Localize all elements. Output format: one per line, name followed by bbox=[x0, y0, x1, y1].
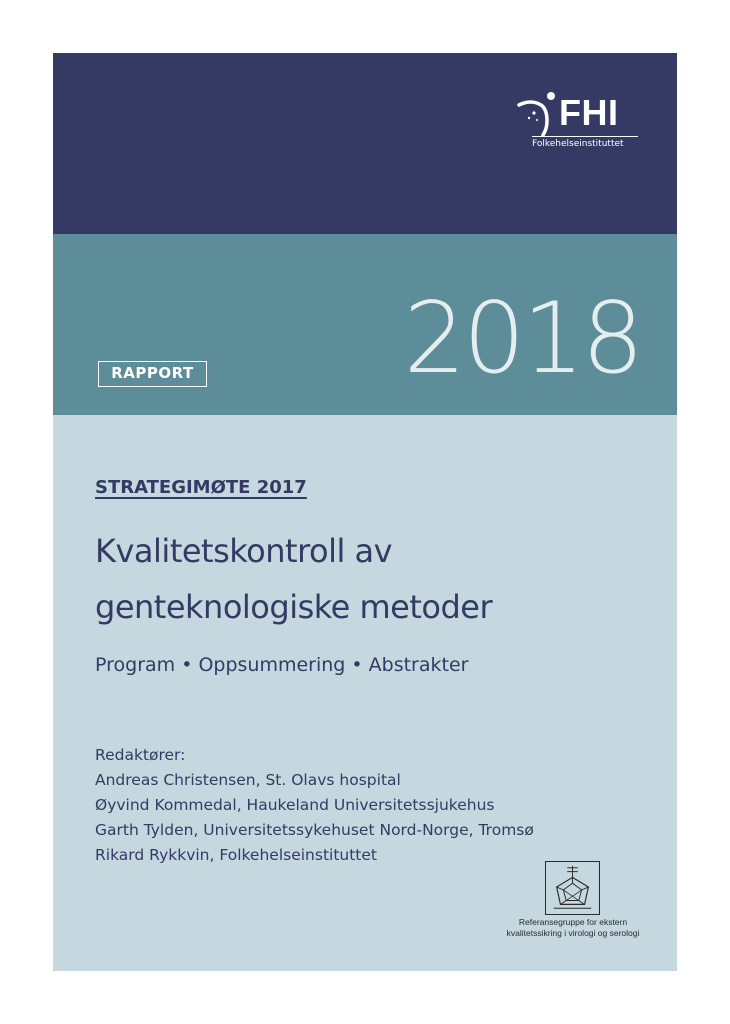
report-type-badge: RAPPORT bbox=[98, 361, 207, 387]
title-line: genteknologiske metoder bbox=[95, 588, 493, 626]
editors-list bbox=[95, 743, 534, 868]
report-title bbox=[95, 523, 635, 635]
report-year: 2018 bbox=[403, 282, 641, 396]
editors-heading: Redaktører: bbox=[95, 746, 186, 764]
editor-name: Garth Tylden, Universitetssykehuset Nord-Norge, Tromsø bbox=[95, 821, 534, 839]
logo-rule bbox=[532, 136, 638, 137]
report-cover bbox=[53, 53, 677, 971]
reference-group-logo-icon bbox=[545, 861, 600, 915]
fhi-logo bbox=[517, 91, 641, 151]
fhi-subtitle: Folkehelseinstituttet bbox=[532, 139, 624, 149]
editor-name: Andreas Christensen, St. Olavs hospital bbox=[95, 771, 401, 789]
editor-name: Øyvind Kommedal, Haukeland Universitetssjukehus bbox=[95, 796, 495, 814]
caption-line: Referansegruppe for ekstern bbox=[518, 917, 628, 927]
fhi-wordmark: FHI bbox=[559, 92, 619, 133]
reference-group-caption bbox=[483, 917, 663, 939]
report-subtitle: STRATEGIMØTE 2017 bbox=[95, 477, 307, 498]
title-line: Kvalitetskontroll av bbox=[95, 532, 393, 570]
fhi-figure-icon bbox=[517, 91, 557, 137]
caption-line: kvalitetssikring i virologi og serologi bbox=[506, 928, 640, 938]
report-sections: Program • Oppsummering • Abstrakter bbox=[95, 654, 469, 676]
editor-name: Rikard Rykkvin, Folkehelseinstituttet bbox=[95, 846, 377, 864]
